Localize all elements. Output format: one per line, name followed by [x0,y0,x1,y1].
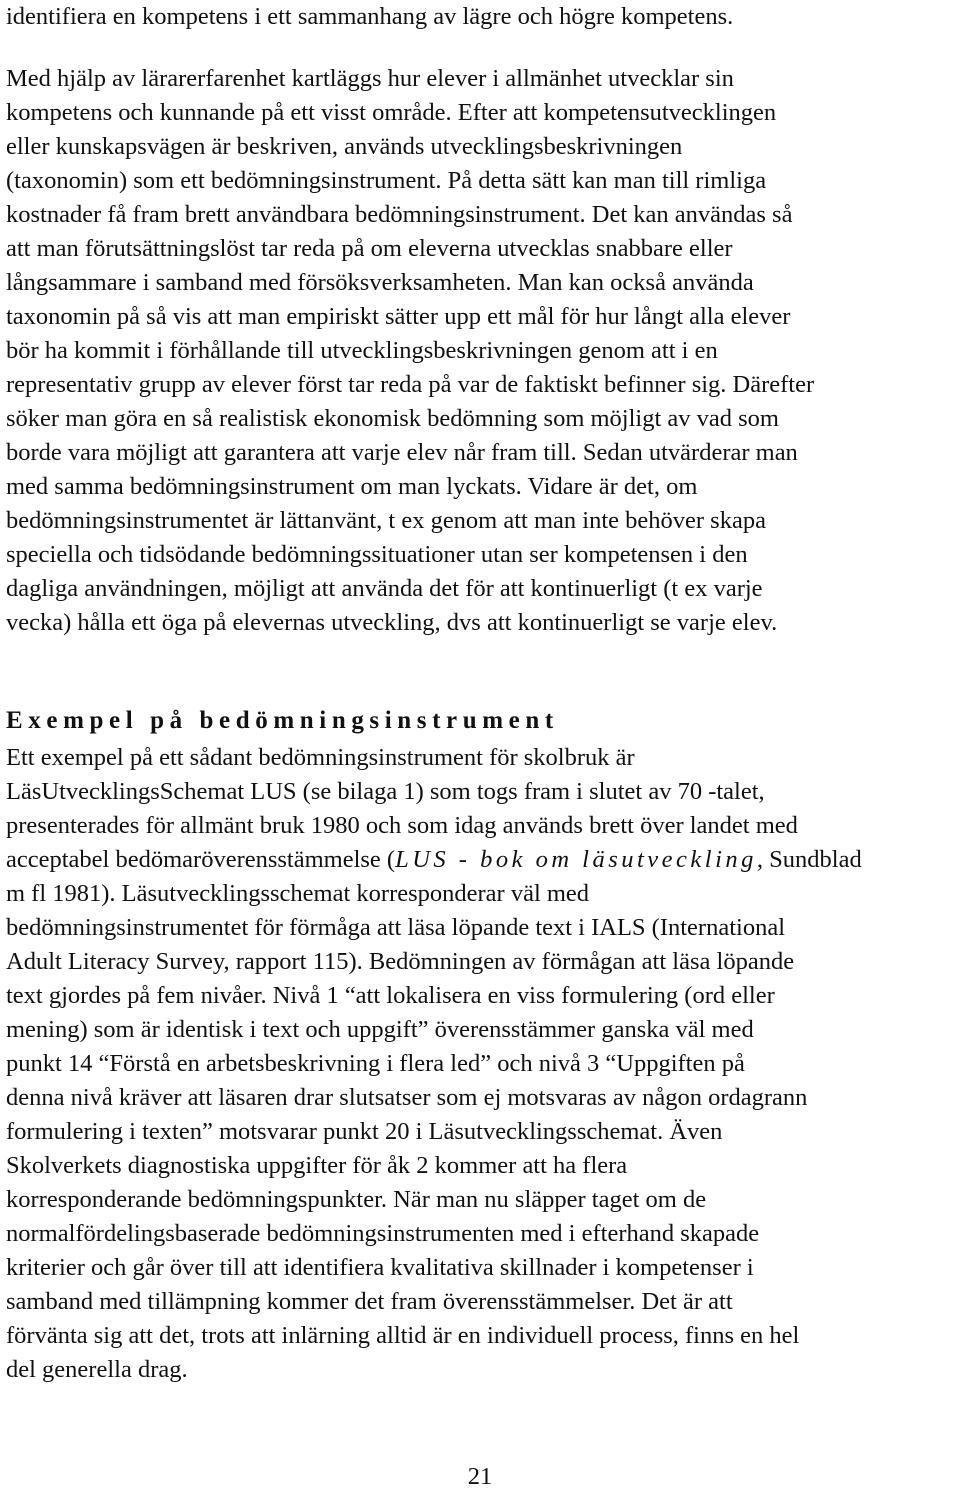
text-line: punkt 14 “Förstå en arbetsbeskrivning i flera led” och nivå 3 “Uppgiften på [6,1050,745,1077]
text-line: LäsUtvecklingsSchemat LUS (se bilaga 1) som togs fram i slutet av 70 -talet, [6,778,765,805]
text-line: speciella och tidsödande bedömningssituationer utan ser kompetensen i den [6,541,748,568]
text-line: bedömningsinstrumentet för förmåga att läsa löpande text i IALS (International [6,914,786,941]
text-line: Med hjälp av lärarerfarenhet kartläggs hur elever i allmänhet utvecklar sin [6,65,734,92]
citation-prefix: acceptabel bedömaröverensstämmelse ( [6,846,396,873]
text-line: del generella drag. [6,1356,188,1383]
text-line: borde vara möjligt att garantera att varje elev når fram till. Sedan utvärderar man [6,439,798,466]
text-line: mening) som är identisk i text och uppgift” överensstämmer ganska väl med [6,1016,754,1043]
text-line: representativ grupp av elever först tar reda på var de faktiskt befinner sig. Därefter [6,371,815,398]
page-number: 21 [467,1463,493,1490]
text-line: att man förutsättningslöst tar reda på om eleverna utvecklas snabbare eller [6,235,733,262]
text-line: (taxonomin) som ett bedömningsinstrument. På detta sätt kan man till rimliga [6,167,767,194]
text-line: denna nivå kräver att läsaren drar slutsatser som ej motsvaras av någon ordagrann [6,1084,808,1111]
text-line: kostnader få fram brett användbara bedömningsinstrument. Det kan användas så [6,201,793,228]
text-line: Ett exempel på ett sådant bedömningsinstrument för skolbruk är [6,744,635,771]
text-line: m fl 1981). Läsutvecklingsschemat korresponderar väl med [6,880,590,907]
text-line: Adult Literacy Survey, rapport 115). Bedömningen av förmågan att läsa löpande [6,948,795,975]
text-line: dagliga användningen, möjligt att använda det för att kontinuerligt (t ex varje [6,575,763,602]
text-line: söker man göra en så realistisk ekonomisk bedömning som möjligt av vad som [6,405,779,432]
citation-suffix: , Sundblad [756,846,862,873]
text-line: text gjordes på fem nivåer. Nivå 1 “att lokalisera en viss formulering (ord eller [6,982,775,1009]
text-line: långsammare i samband med försöksverksamheten. Man kan också använda [6,269,754,296]
text-line: formulering i texten” motsvarar punkt 20 i Läsutvecklingsschemat. Även [6,1118,723,1145]
text-line: kompetens och kunnande på ett visst område. Efter att kompetensutvecklingen [6,99,777,126]
text-line: Skolverkets diagnostiska uppgifter för åk 2 kommer att ha flera [6,1152,628,1179]
text-line: bör ha kommit i förhållande till utvecklingsbeskrivningen genom att i en [6,337,718,364]
text-line: samband med tillämpning kommer det fram överensstämmelser. Det är att [6,1288,733,1315]
section-heading: Exempel på bedömningsinstrument [6,707,559,734]
text-line: identifiera en kompetens i ett sammanhang av lägre och högre kompetens. [6,3,734,30]
text-line: normalfördelingsbaserade bedömningsinstrumenten med i efterhand skapade [6,1220,760,1247]
citation-title: LUS - bok om läsutveckling [395,846,757,873]
text-line: korresponderande bedömningspunkter. När man nu släpper taget om de [6,1186,707,1213]
citation-line [6,843,862,877]
text-line: taxonomin på så vis att man empiriskt sätter upp ett mål för hur långt alla elever [6,303,791,330]
text-line: kriterier och går över till att identifiera kvalitativa skillnader i kompetenser i [6,1254,754,1281]
text-line: förvänta sig att det, trots att inlärning alltid är en individuell process, finns en hel [6,1322,800,1349]
text-line: eller kunskapsvägen är beskriven, används utvecklingsbeskrivningen [6,133,683,160]
text-line: vecka) hålla ett öga på elevernas utveckling, dvs att kontinuerligt se varje elev. [6,609,778,636]
text-line: presenterades för allmänt bruk 1980 och som idag används brett över landet med [6,812,798,839]
text-line: med samma bedömningsinstrument om man lyckats. Vidare är det, om [6,473,698,500]
text-line: bedömningsinstrumentet är lättanvänt, t ex genom att man inte behöver skapa [6,507,766,534]
